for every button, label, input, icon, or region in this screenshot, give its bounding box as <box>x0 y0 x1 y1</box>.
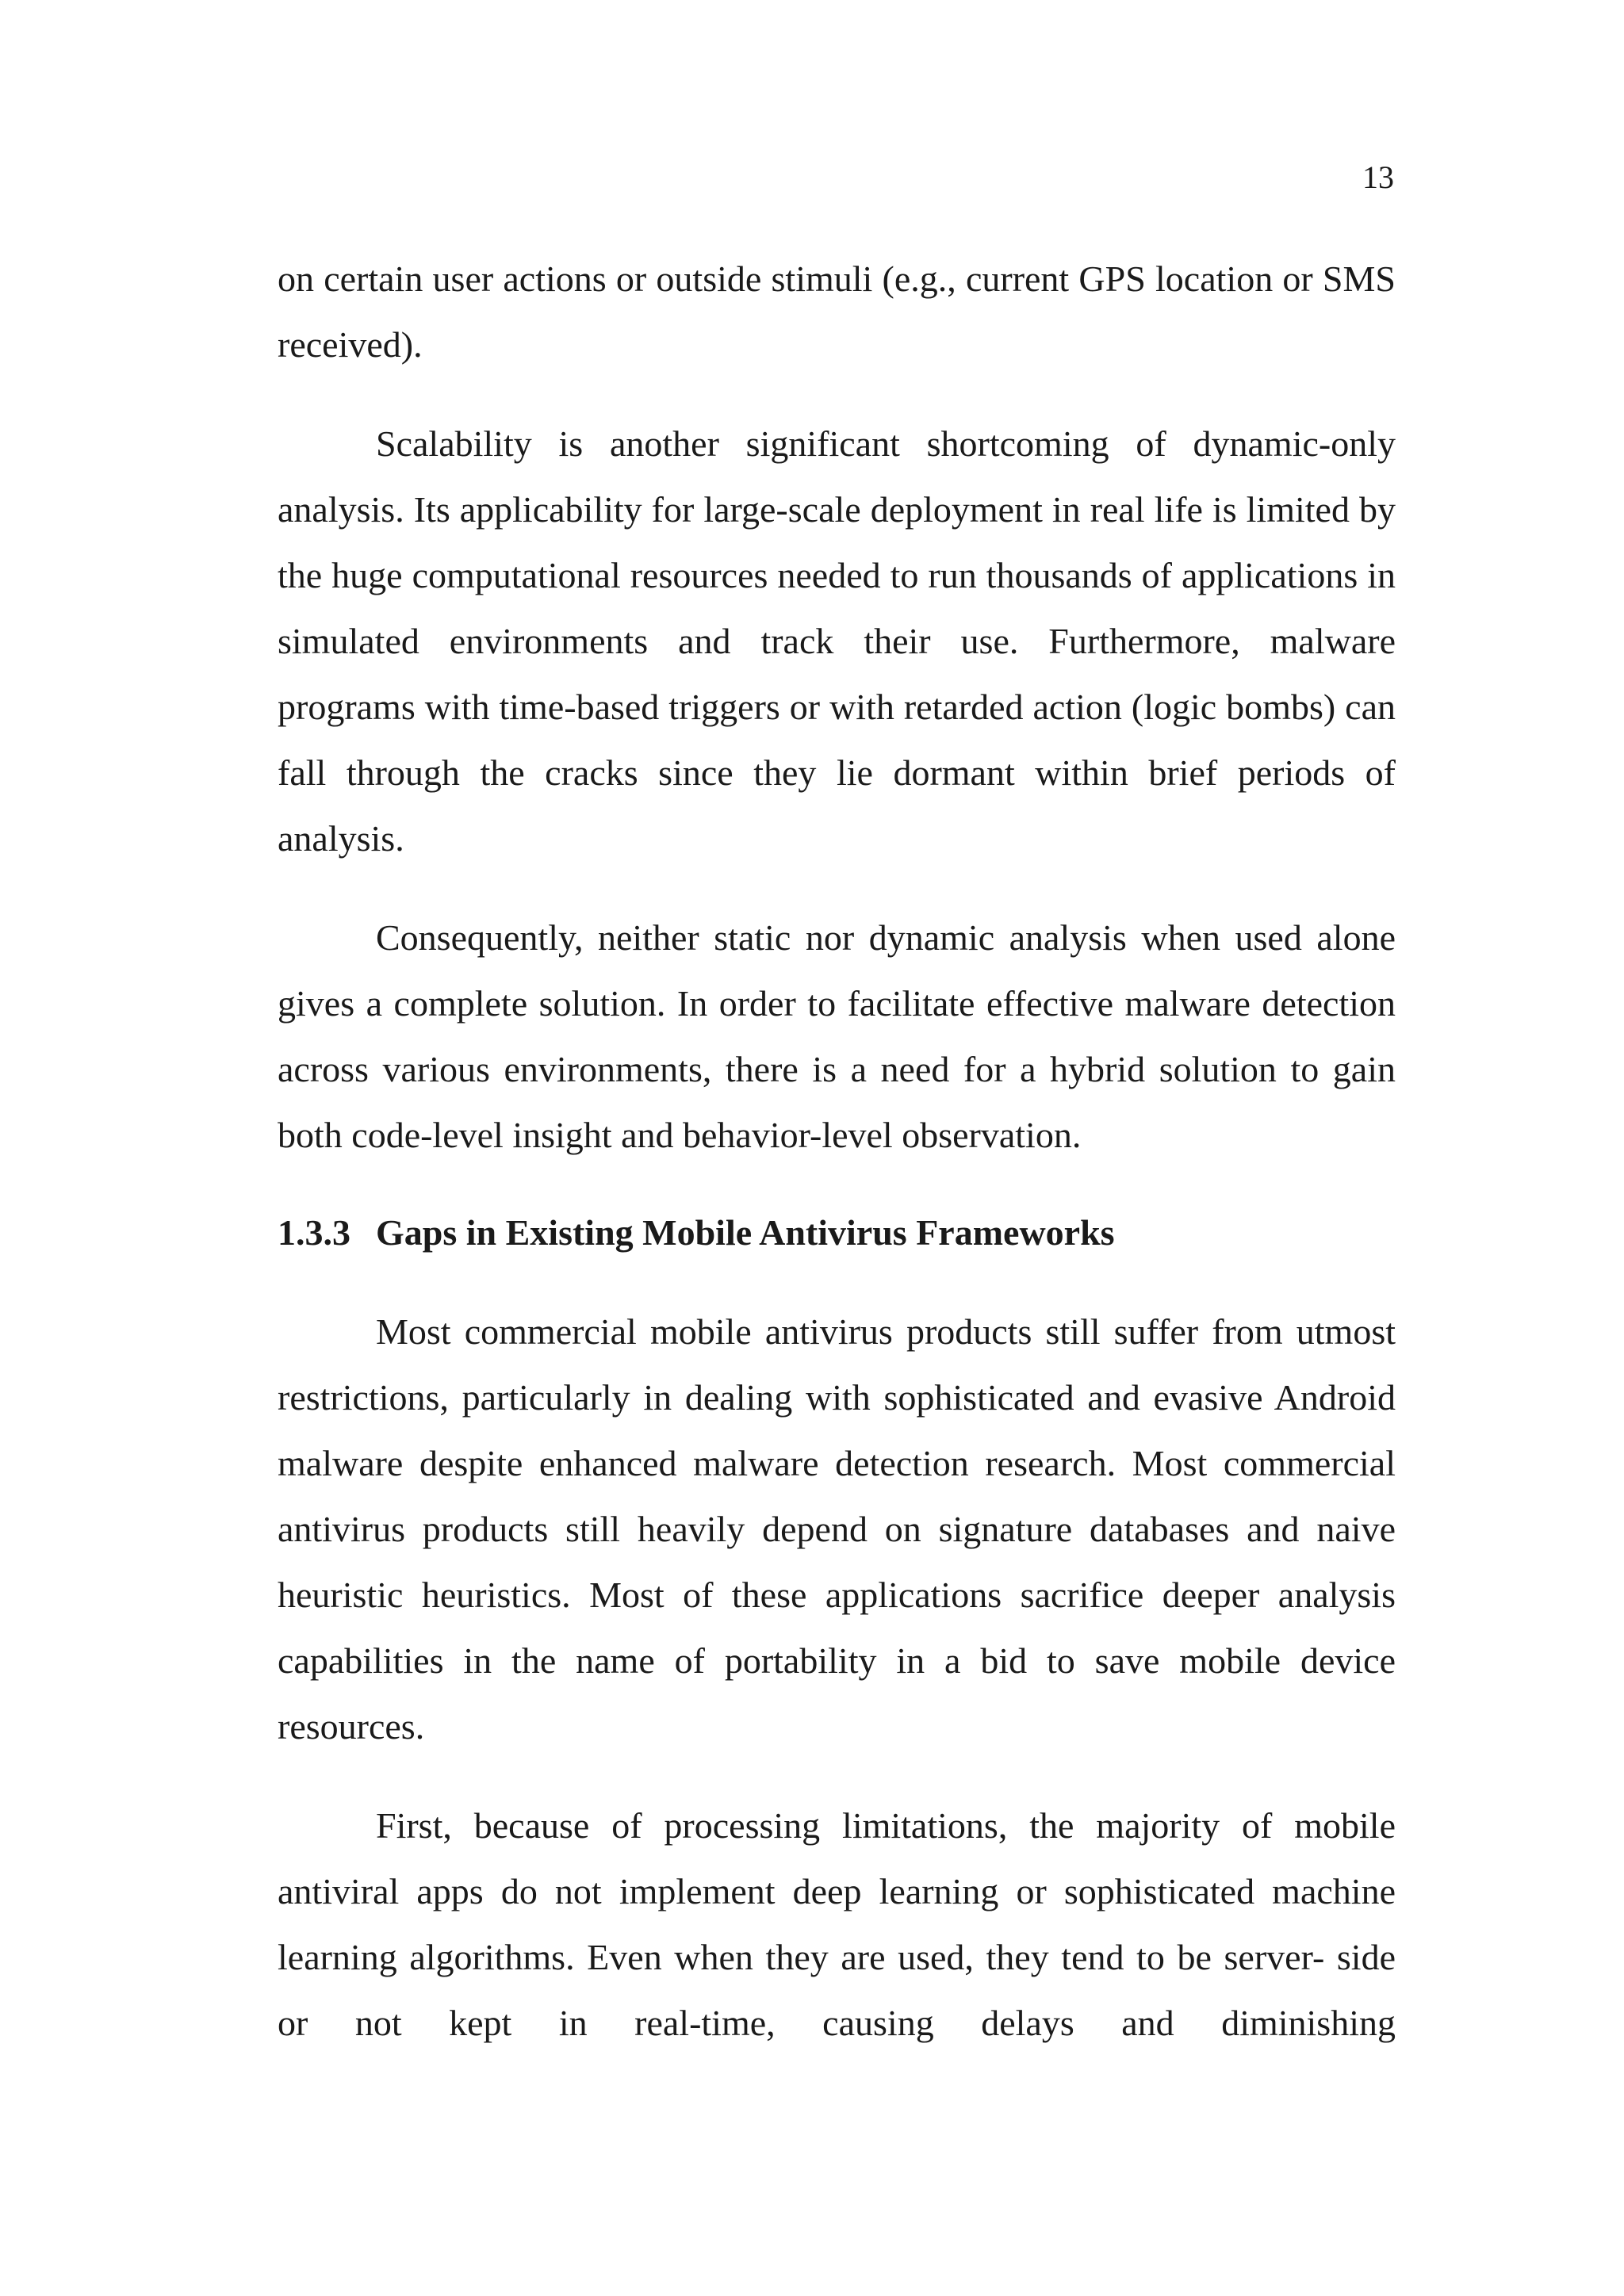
section-title: Gaps in Existing Mobile Antivirus Frameworks <box>376 1212 1115 1253</box>
paragraph-consequently: Consequently, neither static nor dynamic analysis when used alone gives a complete solution. In order to facilitate effective malware detection across various environments, there is a need for a hybrid solution to gain both code-level insight and behavior-level observation. <box>278 917 1396 1155</box>
page-body <box>278 246 1396 2056</box>
paragraph-scalability: Scalability is another significant shortcoming of dynamic-only analysis. Its applicability for large-scale deployment in real life is limited by the huge computational resources needed to run thousands of applications in simulated environments and track their use. Furthermore, malware programs with time-based triggers or with retarded action (logic bombs) can fall through the cracks since they lie dormant within brief periods of analysis. <box>278 423 1396 859</box>
paragraph-commercial-antivirus: Most commercial mobile antivirus products still suffer from utmost restrictions, particularly in dealing with sophisticated and evasive Android malware despite enhanced malware detection research. Most commercial antivirus products still heavily depend on signature databases and naive heuristic heuristics. Most of these applications sacrifice deeper analysis capabilities in the name of portability in a bid to save mobile device resources. <box>278 1311 1396 1747</box>
paragraph-continuation: on certain user actions or outside stimuli (e.g., current GPS location or SMS received). <box>278 258 1396 365</box>
section-heading <box>278 1200 1396 1265</box>
page-number: 13 <box>1362 159 1394 195</box>
section-number: 1.3.3 <box>278 1212 350 1253</box>
paragraph-processing-limitations: First, because of processing limitations, the majority of mobile antiviral apps do not implement deep learning or sophisticated machine learning algorithms. Even when they are used, they tend to be server- side or not kept in real-time, causing delays and diminishing <box>278 1805 1396 2043</box>
